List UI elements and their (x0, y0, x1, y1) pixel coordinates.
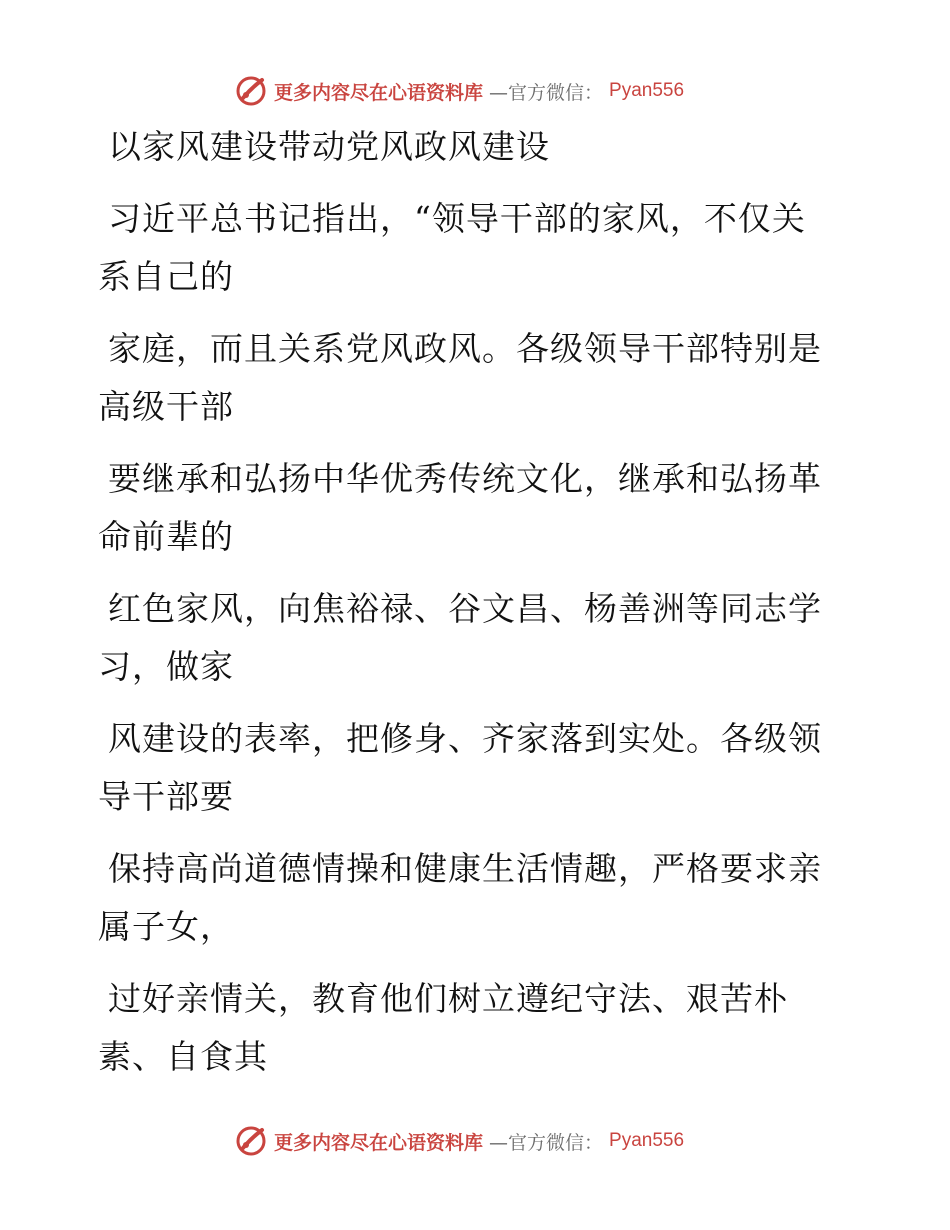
brush-circle-logo-icon (234, 74, 268, 108)
paragraph-line: 系自己的 (98, 257, 234, 296)
watermark-separator: —官方微信： (489, 81, 604, 104)
paragraph-line: 要继承和弘扬中华优秀传统文化，继承和弘扬革 (108, 459, 822, 498)
watermark-separator: —官方微信： (489, 1131, 604, 1154)
document-title: 以家风建设带动党风政风建设 (108, 127, 550, 166)
paragraph (98, 710, 838, 826)
paragraph-line: 红色家风，向焦裕禄、谷文昌、杨善洲等同志学 (108, 589, 822, 628)
watermark-handle: Pyan556 (609, 1130, 685, 1151)
paragraph (98, 970, 838, 1086)
paragraph (98, 190, 838, 306)
paragraph-line: 高级干部 (98, 387, 234, 426)
paragraph-line: 家庭，而且关系党风政风。各级领导干部特别是 (108, 329, 822, 368)
paragraph (98, 320, 838, 436)
paragraph-line: 风建设的表率，把修身、齐家落到实处。各级领 (108, 719, 822, 758)
paragraph-line: 属子女， (98, 907, 234, 946)
watermark-brand: 更多内容尽在心语资料库 (274, 81, 484, 104)
paragraph-line: 过好亲情关，教育他们树立遵纪守法、艰苦朴 (108, 979, 788, 1018)
paragraph-line: 习近平总书记指出，“领导干部的家风，不仅关 (108, 199, 806, 238)
watermark-brand: 更多内容尽在心语资料库 (274, 1131, 484, 1154)
paragraph-line: 导干部要 (98, 777, 234, 816)
footer-watermark (234, 1122, 684, 1160)
paragraph-line: 素、自食其 (98, 1037, 268, 1076)
paragraph (98, 450, 838, 566)
paragraph-line: 命前辈的 (98, 517, 234, 556)
paragraph-line: 习，做家 (98, 647, 234, 686)
header-watermark (234, 72, 684, 110)
brush-circle-logo-icon (234, 1124, 268, 1158)
paragraph (98, 580, 838, 696)
document-body (98, 118, 838, 1086)
paragraph-line: 保持高尚道德情操和健康生活情趣，严格要求亲 (108, 849, 822, 888)
paragraph (98, 840, 838, 956)
watermark-handle: Pyan556 (609, 80, 685, 101)
